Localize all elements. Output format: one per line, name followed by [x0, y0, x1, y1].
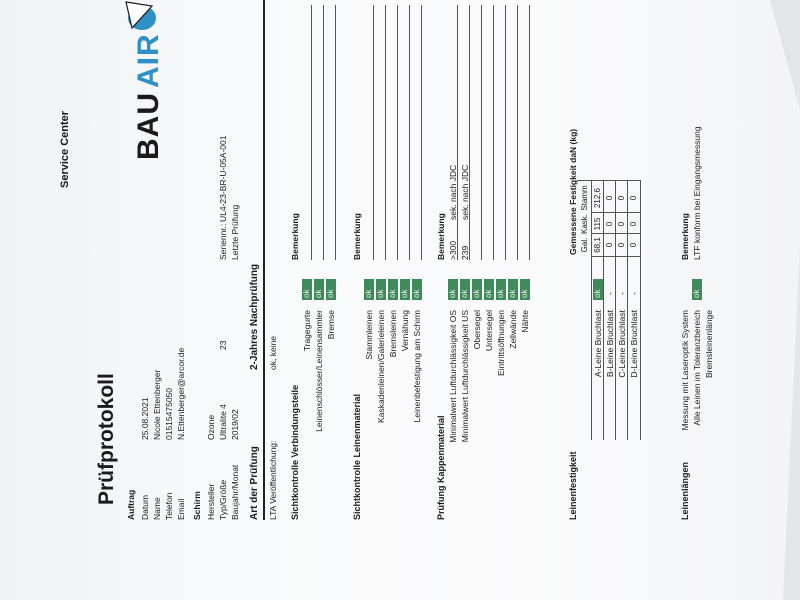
festigkeit-heading: Leinenfestigkeit	[568, 451, 578, 520]
document-title: Prüfprotokoll	[95, 373, 118, 505]
table-col-rule	[577, 180, 640, 181]
note-os: sek. nach JDC	[448, 164, 458, 220]
remark-line	[481, 5, 482, 260]
label-stammleinen: Stammleinen	[364, 310, 374, 360]
label-typ: Typ/Größe	[218, 479, 228, 520]
label-letzte-pruefung: Letzte Prüfung	[230, 204, 240, 260]
auftrag-heading: Auftrag	[126, 489, 136, 520]
table-col-rule	[591, 212, 640, 213]
service-center-label: Service Center	[59, 110, 71, 188]
value-name: Nicole Ettenberger	[152, 369, 162, 440]
status-badge: ok	[448, 279, 458, 300]
cell-a-stamm: 212,6	[593, 187, 602, 209]
verbindung-remark-heading: Bemerkung	[290, 213, 300, 260]
status-badge: ok	[472, 279, 482, 300]
label-zellwaende: Zellwände	[508, 310, 518, 349]
remark-line	[323, 5, 324, 260]
status-badge: ok	[388, 279, 398, 300]
status-badge: ok	[364, 279, 374, 300]
label-kaskadenleinen: Kaskadenleinen/Galerieleinen	[376, 310, 386, 423]
label-seriennr: Seriennr.:	[218, 223, 228, 260]
status-badge: ok	[496, 279, 506, 300]
table-rule	[603, 180, 604, 440]
remark-line	[517, 5, 518, 260]
label-a-leine: A-Leine Bruchlast	[593, 310, 603, 378]
remark-line	[311, 5, 312, 260]
laengen-heading: Leinenlängen	[680, 461, 690, 520]
label-tragegurte: Tragegurte	[302, 310, 312, 352]
label-leinenbefestigung: Leinenbefestigung am Schirm	[412, 310, 422, 423]
cell-c-gal: 0	[617, 242, 626, 248]
label-toleranzbereich: Alle Leinen im Toleranzbereich	[692, 310, 702, 426]
festigkeit-table-title: Gemessene Festigkeit daN (kg)	[568, 128, 578, 255]
label-eintrittsoeffnungen: Eintrittsöffnungen	[496, 310, 506, 376]
cell-c-stamm: 0	[617, 195, 626, 201]
remark-line	[469, 5, 470, 260]
remark-line	[385, 5, 386, 260]
label-bremsleinenlaenge: Bremsleinenlänge	[704, 310, 714, 379]
paraglider-logo-icon	[122, 0, 162, 32]
status-dash: -	[605, 292, 615, 295]
kappe-heading: Prüfung Kappenmaterial	[436, 415, 446, 520]
remark-line	[505, 5, 506, 260]
label-obersegel: Obersegel	[472, 310, 482, 350]
label-vernaehung: Vernähung	[400, 310, 410, 352]
table-rule	[640, 180, 641, 440]
label-luftdurchlaessigkeit-os: Minimalwert Luftdurchlässigkeit OS	[448, 310, 458, 443]
logo-text-bau: BAU	[132, 92, 165, 160]
status-dash: -	[629, 292, 639, 295]
remark-line	[335, 5, 336, 260]
col-gal: Gal.	[580, 237, 589, 253]
status-badge: ok	[520, 279, 530, 300]
value-seriennr: UL4-23-BR-U-05A-001	[218, 135, 228, 222]
logo-text-air: AIR	[132, 33, 165, 88]
label-leinenschloesser: Leinenschlösser/Leinensammler	[314, 310, 324, 432]
label-bremse: Bremse	[326, 310, 336, 340]
label-d-leine: D-Leine Bruchlast	[629, 310, 639, 378]
status-badge: ok	[460, 279, 470, 300]
pruefung-value: 2-Jahres Nachprüfung	[249, 263, 260, 370]
pruefung-label: Art der Prüfung	[249, 446, 260, 520]
value-email: N.Ettenberger@arcor.de	[176, 347, 186, 440]
table-col-rule	[591, 256, 640, 257]
note-us: sek. nach JDC	[460, 164, 470, 220]
status-badge: ok	[508, 279, 518, 300]
label-baujahr: Baujahr/Monat	[230, 464, 240, 520]
value-telefon: 01515475050	[164, 387, 174, 440]
lta-value: ok, keine	[268, 335, 278, 370]
table-rule	[627, 180, 628, 440]
status-dash: -	[617, 292, 627, 295]
label-laseroptik: Messung mit Laseroptik System	[680, 310, 690, 431]
value-groesse: 23	[218, 340, 228, 350]
value-hersteller: Ozone	[206, 414, 216, 440]
label-hersteller: Hersteller	[206, 483, 216, 520]
cell-c-kask: 0	[617, 221, 626, 227]
label-naehte: Nähte	[520, 310, 530, 333]
remark-line	[409, 5, 410, 260]
value-os: >300	[448, 240, 458, 260]
remark-line	[373, 5, 374, 260]
cell-d-gal: 0	[629, 242, 638, 248]
lta-label: LTA Veröffentlichung:	[268, 440, 278, 520]
label-name: Name	[152, 497, 162, 520]
leinen-remark-heading: Bemerkung	[352, 213, 362, 260]
laengen-remark: LTF konform bei Eingangsmessung	[692, 126, 702, 260]
col-stamm: Stamm	[580, 185, 589, 211]
label-untersegel: Untersegel	[484, 310, 494, 352]
label-email: Email	[176, 498, 186, 520]
leinen-heading: Sichtkontrolle Leinenmaterial	[352, 393, 362, 520]
section-divider	[263, 0, 265, 520]
remark-line	[529, 5, 530, 260]
label-datum: Datum	[140, 494, 150, 520]
value-typ: Ultralite 4	[218, 404, 228, 440]
label-luftdurchlaessigkeit-us: Minimalwert Luftdurchlässigkeit US	[460, 310, 470, 443]
bauair-logo	[130, 0, 170, 160]
cell-b-gal: 0	[605, 242, 614, 248]
cell-d-kask: 0	[629, 221, 638, 227]
label-c-leine: C-Leine Bruchlast	[617, 310, 627, 378]
status-badge: ok	[376, 279, 386, 300]
status-badge: ok	[400, 279, 410, 300]
laengen-remark-heading: Bemerkung	[680, 213, 690, 260]
table-rule	[591, 180, 592, 440]
cell-a-gal: 68,1	[593, 237, 602, 253]
remark-line	[397, 5, 398, 260]
cell-b-kask: 0	[605, 221, 614, 227]
cell-a-kask: 115	[593, 217, 602, 231]
verbindung-heading: Sichtkontrolle Verbindungsteile	[290, 384, 300, 520]
label-bremsleinen: Bremsleinen	[388, 310, 398, 358]
remark-line	[421, 5, 422, 260]
table-rule	[615, 180, 616, 440]
status-badge: ok	[326, 279, 336, 300]
col-kask: Kask.	[580, 213, 589, 234]
value-baujahr: 2019/02	[230, 409, 240, 440]
value-us: 239	[460, 245, 470, 260]
label-telefon: Telefon	[164, 492, 174, 520]
status-badge: ok	[412, 279, 422, 300]
status-badge: ok	[692, 279, 702, 300]
value-datum: 25.08.2021	[140, 397, 150, 440]
remark-line	[457, 5, 458, 260]
table-col-rule	[591, 233, 640, 234]
cell-b-stamm: 0	[605, 195, 614, 201]
kappe-remark-heading: Bemerkung	[436, 213, 446, 260]
status-badge: ok	[484, 279, 494, 300]
status-badge: ok	[593, 279, 603, 300]
label-b-leine: B-Leine Bruchlast	[605, 310, 615, 378]
status-badge: ok	[302, 279, 312, 300]
cell-d-stamm: 0	[629, 195, 638, 201]
status-badge: ok	[314, 279, 324, 300]
remark-line	[493, 5, 494, 260]
schirm-heading: Schirm	[192, 491, 202, 520]
